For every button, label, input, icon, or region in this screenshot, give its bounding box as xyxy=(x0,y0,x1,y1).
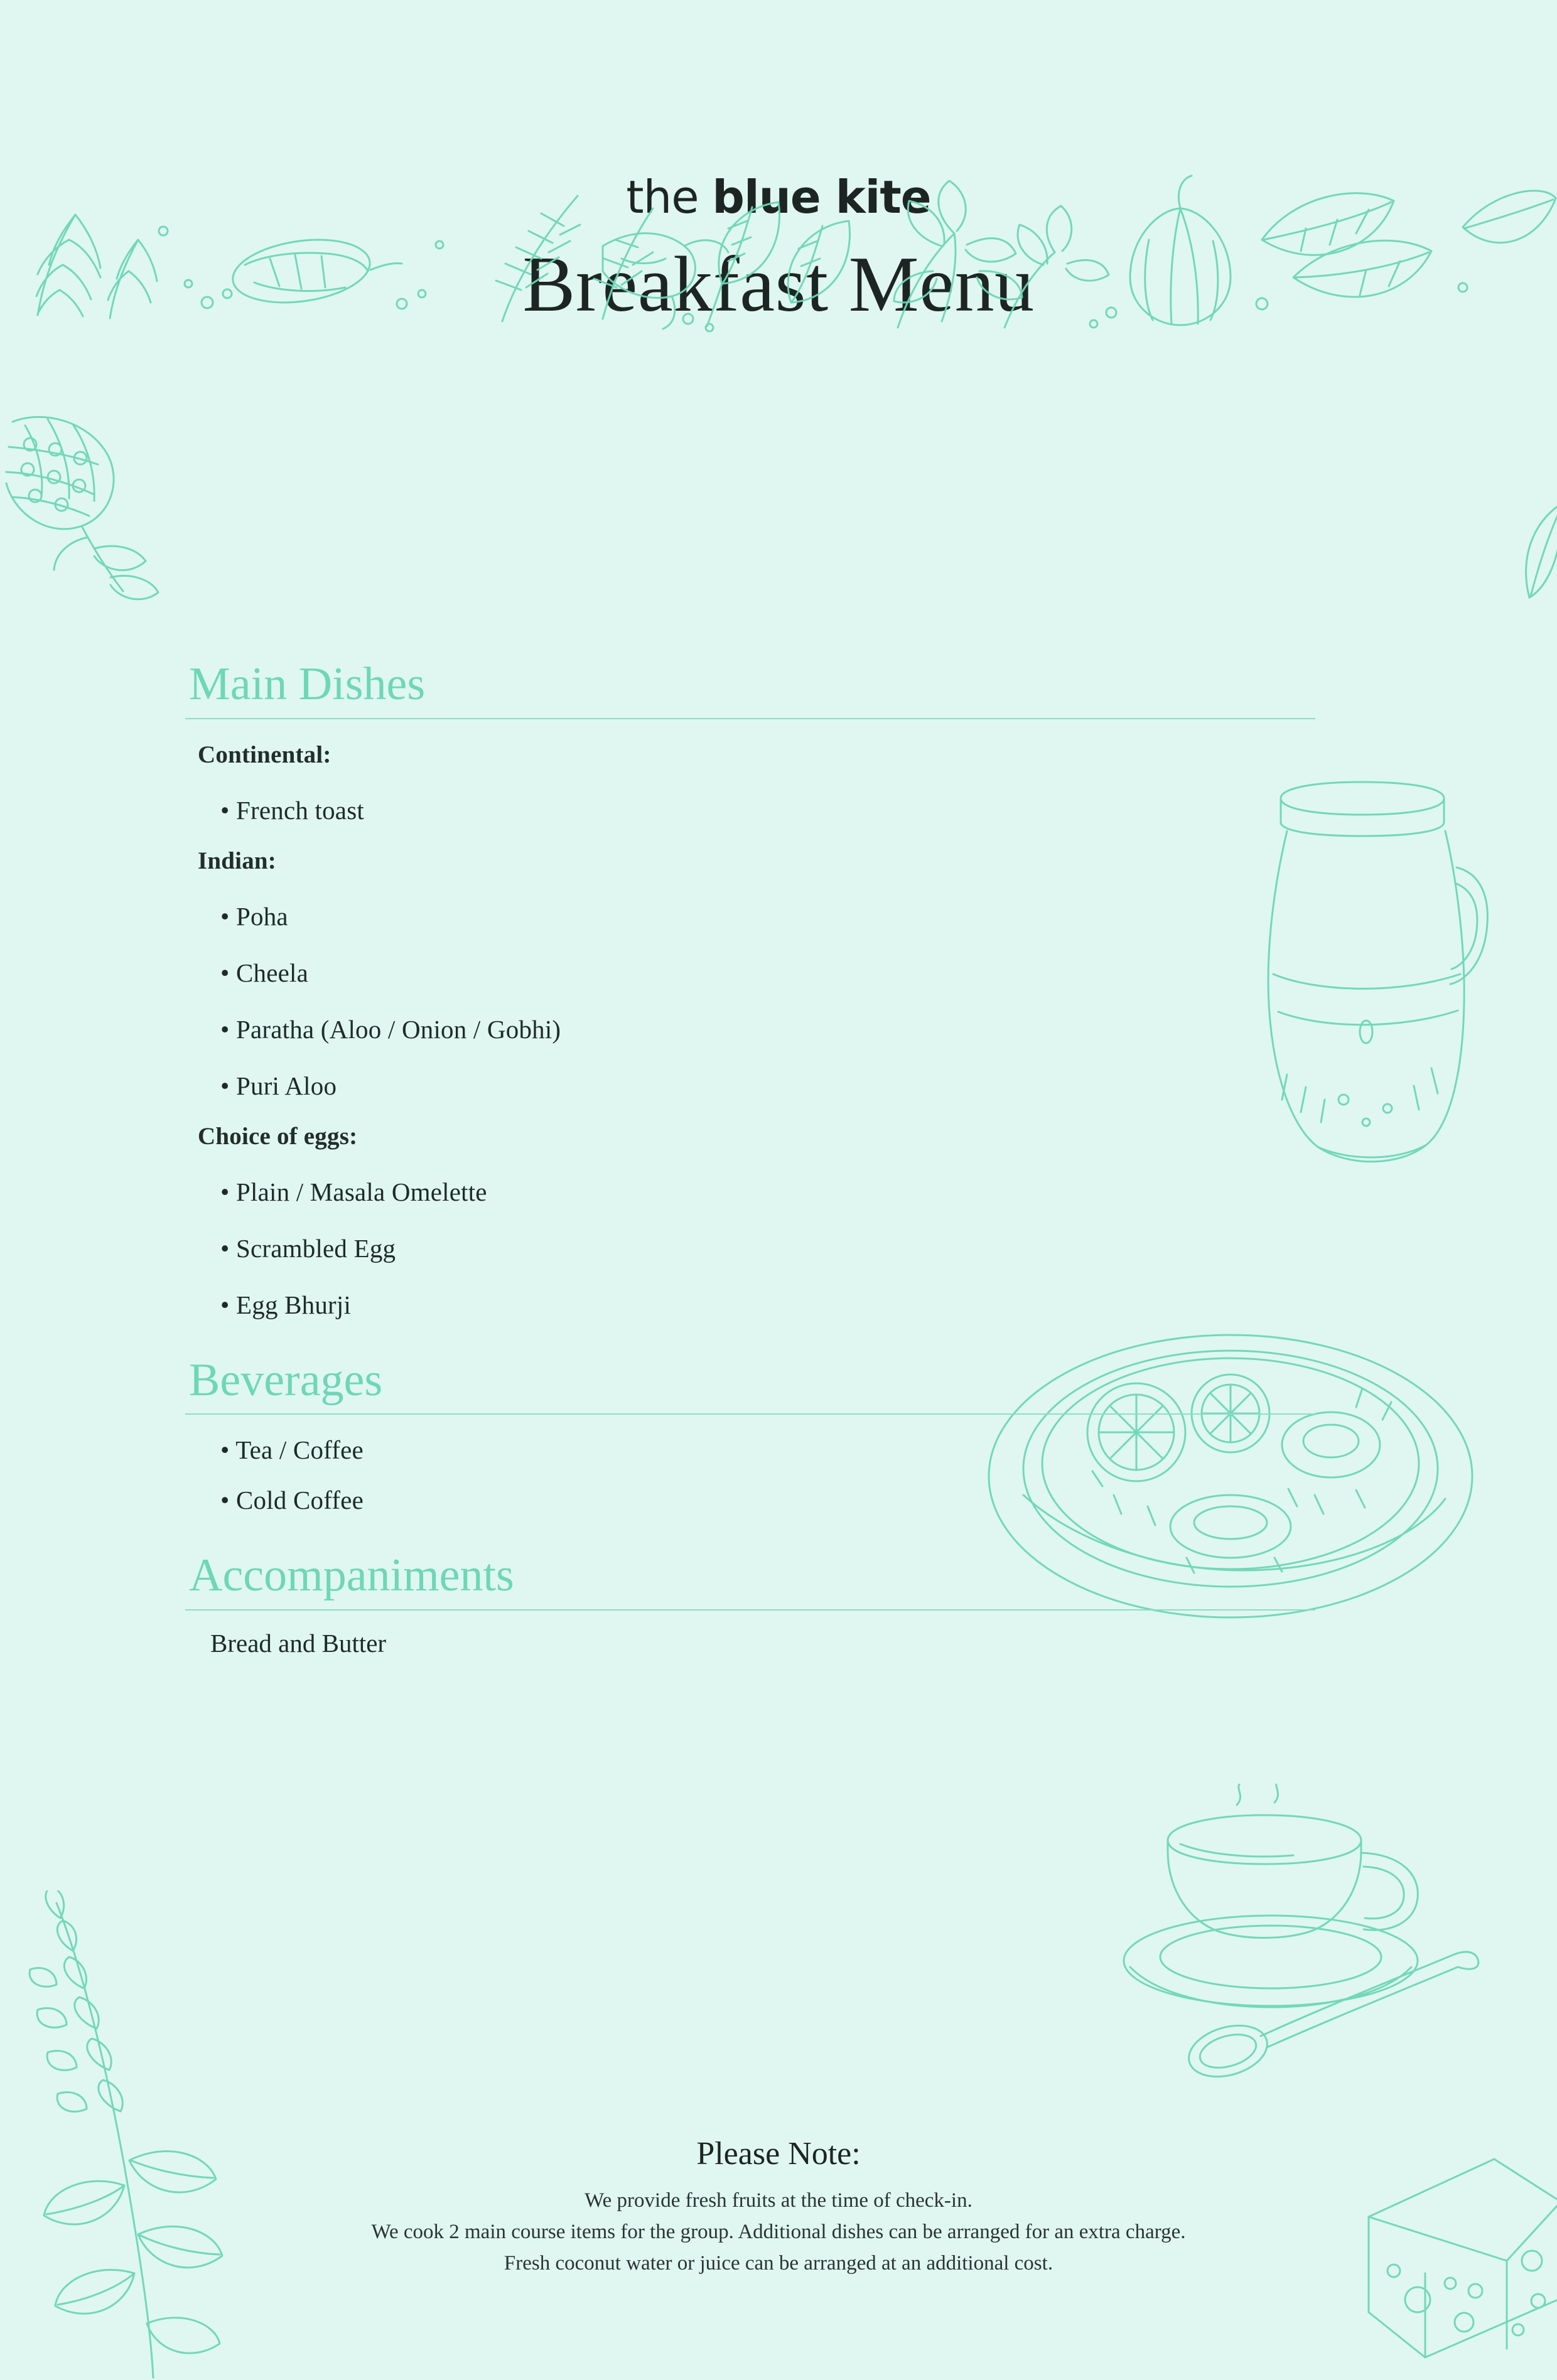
menu-page xyxy=(0,171,1557,2372)
menu-item: Bread and Butter xyxy=(210,1629,387,1658)
brand-bold-text: blue kite xyxy=(712,171,931,223)
brand-light-text: the xyxy=(626,171,713,223)
group-label-choice-of-eggs: Choice of eggs: xyxy=(198,1122,358,1150)
section-accompaniments xyxy=(185,1552,1315,1658)
section-heading-main-dishes: Main Dishes xyxy=(189,658,426,710)
berry-branch-illustration xyxy=(0,403,182,610)
menu-item: • Scrambled Egg xyxy=(220,1233,396,1263)
menu-item: • Plain / Masala Omelette xyxy=(220,1177,487,1206)
note-line: Fresh coconut water or juice can be arranged at an additional cost. xyxy=(504,2252,1053,2275)
section-divider xyxy=(185,718,1315,719)
note-title: Please Note: xyxy=(696,2136,861,2172)
coffee-cup-illustration xyxy=(1105,1784,1494,2098)
please-note-block xyxy=(0,2135,1557,2279)
menu-item: • Cold Coffee xyxy=(220,1486,364,1515)
page-title: Breakfast Menu xyxy=(522,241,1035,328)
group-label-continental: Continental: xyxy=(198,741,331,768)
leaf-accent-illustration xyxy=(1507,497,1557,635)
menu-item: • Poha xyxy=(220,901,288,931)
note-line: We cook 2 main course items for the group. Additional dishes can be arranged for an extra charge. xyxy=(371,2221,1186,2244)
menu-item: • Puri Aloo xyxy=(220,1071,337,1100)
note-line: We provide fresh fruits at the time of check-in. xyxy=(585,2189,972,2212)
section-beverages xyxy=(185,1356,1315,1516)
section-heading-accompaniments: Accompaniments xyxy=(189,1550,514,1602)
menu-item: • French toast xyxy=(220,795,364,825)
section-heading-beverages: Beverages xyxy=(189,1354,383,1406)
section-main-dishes xyxy=(185,660,1315,1320)
brand-logo xyxy=(0,171,1557,223)
menu-item: • Egg Bhurji xyxy=(220,1290,352,1319)
menu-content xyxy=(185,660,1315,1658)
group-label-indian: Indian: xyxy=(198,847,276,874)
menu-item: • Tea / Coffee xyxy=(220,1435,364,1465)
menu-item: • Cheela xyxy=(220,958,309,987)
menu-item: • Paratha (Aloo / Onion / Gobhi) xyxy=(220,1014,561,1044)
section-divider xyxy=(185,1413,1315,1415)
section-divider xyxy=(185,1609,1315,1611)
